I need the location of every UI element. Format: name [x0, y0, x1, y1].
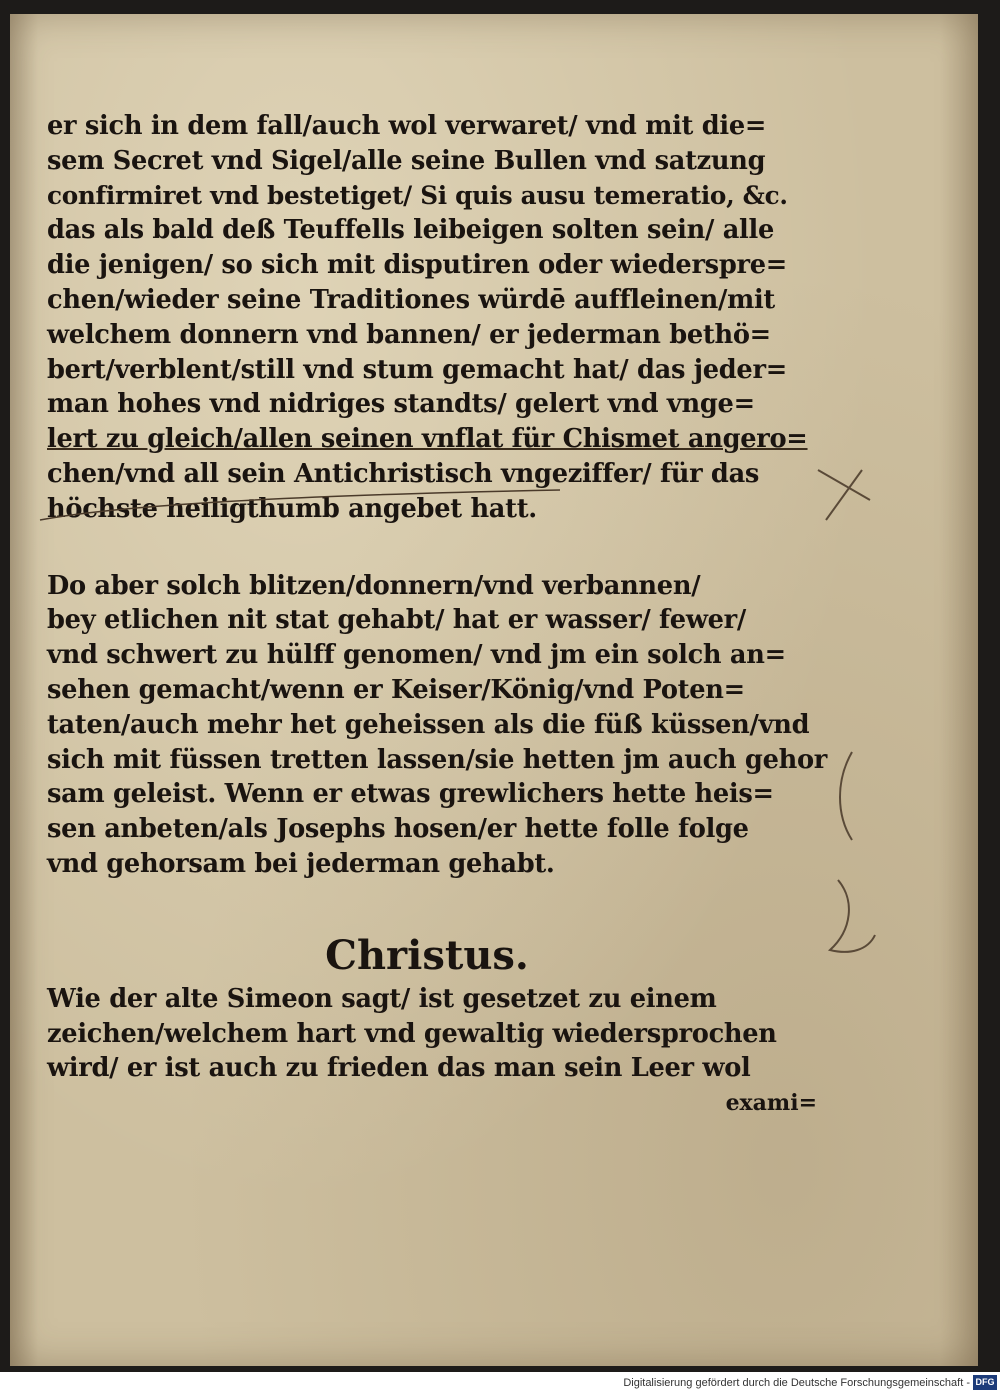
text-line-5: die jenigen/ so sich mit disputiren oder wiederspre=	[47, 250, 787, 281]
text-line-11: chen/vnd all sein Antichristisch vngeziffer/ für das	[47, 458, 760, 489]
text-line-19: sam geleist. Wenn er etwas grewlichers hette heis=	[47, 779, 774, 810]
text-line-8: bert/verblent/still vnd stum gemacht hat/ das jeder=	[47, 354, 787, 385]
dfg-logo: DFG	[973, 1375, 997, 1390]
section-gap	[47, 882, 837, 930]
text-line-14: bey etlichen nit stat gehabt/ hat er wasser/ fewer/	[47, 605, 746, 636]
paragraph-gap	[47, 527, 837, 569]
text-line-23: zeichen/welchem hart vnd gewaltig wiedersprochen	[47, 1018, 777, 1049]
book-page	[10, 14, 978, 1366]
text-line-20: sen anbeten/als Josephs hosen/er hette folle folge	[47, 814, 749, 845]
text-line-7: welchem donnern vnd bannen/ er jederman bethö=	[47, 319, 771, 350]
text-line-17: taten/auch mehr het geheissen als die füß küssen/vnd	[47, 709, 810, 740]
section-heading: Christus.	[325, 931, 529, 979]
text-line-15: vnd schwert zu hülff genomen/ vnd jm ein solch an=	[47, 640, 786, 671]
text-line-13: Do aber solch blitzen/donnern/vnd verbannen/	[47, 570, 701, 601]
text-line-22: Wie der alte Simeon sagt/ ist gesetzet zu einem	[47, 983, 717, 1014]
text-line-1: er sich in dem fall/auch wol verwaret/ vnd mit die=	[47, 111, 767, 141]
text-line-9: man hohes vnd nidriges standts/ gelert vnd vnge=	[47, 389, 755, 420]
page-text-block	[47, 109, 837, 1120]
text-line-16: sehen gemacht/wenn er Keiser/König/vnd Poten=	[47, 674, 745, 705]
text-line-2: sem Secret vnd Sigel/alle seine Bullen vnd satzung	[47, 145, 766, 176]
text-line-12: höchste heiligthumb angebet hatt.	[47, 493, 537, 524]
text-line-3: confirmiret vnd bestetiget/ Si quis ausu temeratio, &c.	[47, 180, 788, 210]
text-line-10: lert zu gleich/allen seinen vnflat für Chismet angero=	[47, 424, 808, 455]
funding-credit: Digitalisierung gefördert durch die Deutsche Forschungsgemeinschaft -	[623, 1377, 970, 1389]
catchword: exami=	[725, 1090, 817, 1117]
text-line-21: vnd gehorsam bei jederman gehabt.	[47, 848, 555, 879]
text-line-24: wird/ er ist auch zu frieden das man sein Leer wol	[47, 1053, 751, 1084]
footer-bar	[0, 1372, 1000, 1394]
text-line-4: das als bald deß Teuffells leibeigen solten sein/ alle	[47, 215, 774, 246]
text-line-18: sich mit füssen tretten lassen/sie hetten jm auch gehor	[47, 744, 828, 775]
text-line-6: chen/wieder seine Traditiones würdē auffleinen/mit	[47, 284, 775, 315]
